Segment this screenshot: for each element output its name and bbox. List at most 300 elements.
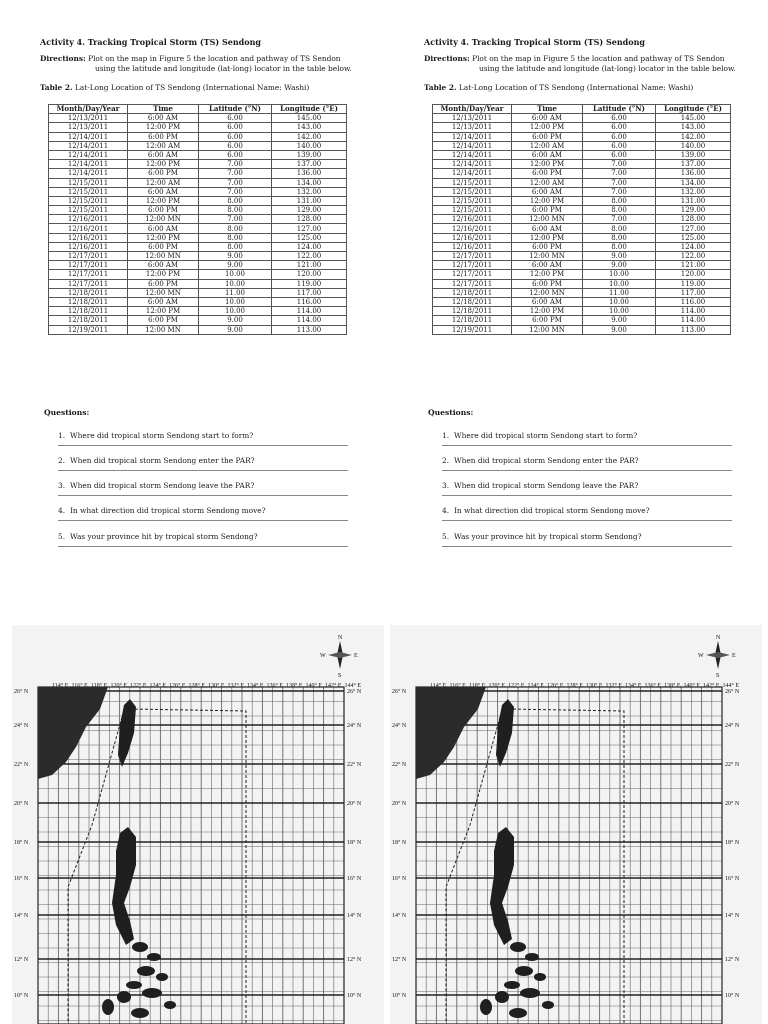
table-row bbox=[49, 325, 347, 334]
island bbox=[126, 981, 142, 989]
storm-track-table bbox=[48, 104, 347, 335]
question-number: 5. bbox=[58, 532, 66, 541]
table-cell: 12:00 MN bbox=[512, 288, 583, 297]
table-cell: 132.00 bbox=[272, 187, 347, 196]
table-cell: 12/16/2011 bbox=[49, 215, 128, 224]
table-cell: 6:00 AM bbox=[512, 187, 583, 196]
table-cell: 6.00 bbox=[199, 132, 272, 141]
table-cell: 6:00 AM bbox=[128, 224, 199, 233]
table-row bbox=[433, 114, 731, 123]
latitude-label: 14° N bbox=[14, 913, 29, 919]
table-cell: 145.00 bbox=[656, 114, 731, 123]
table-row bbox=[49, 242, 347, 251]
latitude-label: 26° N bbox=[14, 689, 29, 695]
table-cell: 12:00 PM bbox=[512, 160, 583, 169]
question-number: 2. bbox=[58, 456, 66, 465]
longitude-label: 124° E bbox=[527, 683, 545, 689]
question-item bbox=[58, 431, 348, 446]
table-cell: 12:00 PM bbox=[128, 123, 199, 132]
latitude-label: 26° N bbox=[347, 689, 362, 695]
directions bbox=[424, 54, 744, 74]
table-cell: 12/18/2011 bbox=[49, 316, 128, 325]
compass-letter: S bbox=[338, 673, 342, 679]
table-cell: 113.00 bbox=[272, 325, 347, 334]
luzon-island bbox=[490, 827, 514, 945]
table-cell: 12/18/2011 bbox=[433, 307, 512, 316]
table-row bbox=[433, 132, 731, 141]
table-cell: 12/16/2011 bbox=[433, 215, 512, 224]
table-cell: 12/18/2011 bbox=[49, 288, 128, 297]
table-cell: 6.00 bbox=[199, 150, 272, 159]
map-svg bbox=[12, 625, 384, 1024]
question-item bbox=[58, 481, 348, 496]
table-header-cell: Longitude (°E) bbox=[272, 105, 347, 114]
table-cell: 121.00 bbox=[272, 261, 347, 270]
table-cell: 12/15/2011 bbox=[433, 206, 512, 215]
compass-rose-icon bbox=[328, 652, 352, 658]
table-header-cell: Latitude (°N) bbox=[199, 105, 272, 114]
island bbox=[137, 966, 155, 976]
table-cell: 12:00 PM bbox=[512, 307, 583, 316]
longitude-label: 134° E bbox=[247, 683, 264, 689]
table-cell: 143.00 bbox=[656, 123, 731, 132]
latitude-label: 10° N bbox=[347, 993, 362, 999]
table-cell: 7.00 bbox=[199, 215, 272, 224]
table-cell: 142.00 bbox=[272, 132, 347, 141]
table-cell: 12/18/2011 bbox=[433, 288, 512, 297]
latitude-label: 18° N bbox=[347, 840, 362, 846]
table-cell: 12:00 AM bbox=[512, 178, 583, 187]
table-cell: 12/18/2011 bbox=[433, 297, 512, 306]
table-cell: 7.00 bbox=[583, 215, 656, 224]
table-cell: 142.00 bbox=[656, 132, 731, 141]
latitude-label: 10° N bbox=[14, 993, 29, 999]
table-cell: 8.00 bbox=[583, 196, 656, 205]
table-cell: 12/15/2011 bbox=[49, 206, 128, 215]
table-caption-text: Lat-Long Location of TS Sendong (International Name: Washi) bbox=[74, 83, 310, 92]
table-cell: 9.00 bbox=[199, 316, 272, 325]
latitude-label: 24° N bbox=[14, 723, 29, 729]
latitude-label: 22° N bbox=[725, 762, 740, 768]
longitude-label: 114° E bbox=[430, 683, 447, 689]
table-cell: 6:00 AM bbox=[128, 297, 199, 306]
question-item bbox=[442, 506, 732, 521]
table-cell: 114.00 bbox=[656, 307, 731, 316]
table-cell: 12/17/2011 bbox=[49, 279, 128, 288]
table-cell: 12:00 AM bbox=[128, 141, 199, 150]
question-text: Was your province hit by tropical storm Sendong? bbox=[454, 532, 642, 541]
table-cell: 9.00 bbox=[583, 316, 656, 325]
island bbox=[509, 1008, 527, 1018]
table-cell: 12:00 AM bbox=[512, 141, 583, 150]
longitude-label: 144° E bbox=[344, 683, 362, 689]
table-cell: 134.00 bbox=[272, 178, 347, 187]
island bbox=[510, 942, 526, 952]
latitude-label: 12° N bbox=[14, 957, 29, 963]
par-map-left bbox=[12, 625, 384, 1024]
table-caption-label: Table 2. bbox=[424, 83, 457, 92]
table-cell: 8.00 bbox=[199, 196, 272, 205]
latitude-label: 24° N bbox=[392, 723, 407, 729]
table-cell: 137.00 bbox=[656, 160, 731, 169]
questions-heading: Questions: bbox=[428, 408, 474, 417]
table-cell: 124.00 bbox=[272, 242, 347, 251]
table-row bbox=[433, 206, 731, 215]
table-cell: 7.00 bbox=[583, 169, 656, 178]
table-cell: 12/16/2011 bbox=[433, 224, 512, 233]
compass-letter: S bbox=[716, 673, 720, 679]
island bbox=[142, 988, 162, 998]
table-cell: 12/17/2011 bbox=[433, 270, 512, 279]
latitude-label: 24° N bbox=[347, 723, 362, 729]
table-cell: 136.00 bbox=[272, 169, 347, 178]
table-cell: 12:00 PM bbox=[512, 123, 583, 132]
island bbox=[117, 991, 131, 1003]
table-cell: 9.00 bbox=[583, 261, 656, 270]
table-cell: 122.00 bbox=[656, 252, 731, 261]
table-cell: 12/13/2011 bbox=[433, 123, 512, 132]
table-cell: 137.00 bbox=[272, 160, 347, 169]
table-row bbox=[49, 114, 347, 123]
island bbox=[504, 981, 520, 989]
table-cell: 12/14/2011 bbox=[433, 141, 512, 150]
longitude-label: 140° E bbox=[305, 683, 323, 689]
table-cell: 12:00 MN bbox=[512, 325, 583, 334]
table-cell: 12:00 PM bbox=[512, 196, 583, 205]
table-cell: 6:00 AM bbox=[512, 297, 583, 306]
longitude-label: 116° E bbox=[71, 683, 88, 689]
table-cell: 12/14/2011 bbox=[433, 169, 512, 178]
table-row bbox=[49, 224, 347, 233]
table-cell: 7.00 bbox=[583, 187, 656, 196]
table-cell: 6:00 AM bbox=[512, 114, 583, 123]
table-row bbox=[49, 261, 347, 270]
table-cell: 6:00 PM bbox=[512, 279, 583, 288]
question-text: Where did tropical storm Sendong start to form? bbox=[454, 431, 638, 440]
latitude-label: 16° N bbox=[14, 876, 29, 882]
table-cell: 116.00 bbox=[272, 297, 347, 306]
longitude-label: 136° E bbox=[266, 683, 284, 689]
table-cell: 12/15/2011 bbox=[49, 196, 128, 205]
longitude-label: 128° E bbox=[188, 683, 206, 689]
table-cell: 7.00 bbox=[199, 169, 272, 178]
table-cell: 129.00 bbox=[656, 206, 731, 215]
table-cell: 127.00 bbox=[656, 224, 731, 233]
table-cell: 9.00 bbox=[199, 252, 272, 261]
table-row bbox=[433, 252, 731, 261]
activity-title: Activity 4. Tracking Tropical Storm (TS) Sendong bbox=[424, 37, 645, 47]
table-row bbox=[49, 316, 347, 325]
latitude-label: 12° N bbox=[347, 957, 362, 963]
table-cell: 12/14/2011 bbox=[433, 160, 512, 169]
latitude-label: 22° N bbox=[14, 762, 29, 768]
compass-letter: W bbox=[320, 653, 326, 659]
table-cell: 117.00 bbox=[272, 288, 347, 297]
table-row bbox=[433, 224, 731, 233]
table-caption bbox=[40, 83, 309, 92]
questions-heading: Questions: bbox=[44, 408, 90, 417]
table-cell: 6.00 bbox=[583, 123, 656, 132]
table-row bbox=[433, 297, 731, 306]
table-cell: 6:00 AM bbox=[512, 150, 583, 159]
table-row bbox=[49, 270, 347, 279]
question-text: Was your province hit by tropical storm Sendong? bbox=[70, 532, 258, 541]
longitude-label: 130° E bbox=[208, 683, 225, 689]
longitude-label: 144° E bbox=[722, 683, 740, 689]
table-row bbox=[433, 270, 731, 279]
table-header-cell: Time bbox=[128, 105, 199, 114]
table-cell: 9.00 bbox=[199, 325, 272, 334]
table-cell: 12:00 PM bbox=[512, 270, 583, 279]
table-header-cell: Latitude (°N) bbox=[583, 105, 656, 114]
longitude-label: 142° E bbox=[703, 683, 720, 689]
table-cell: 12/14/2011 bbox=[433, 132, 512, 141]
question-text: Where did tropical storm Sendong start to form? bbox=[70, 431, 254, 440]
par-boundary bbox=[68, 717, 122, 1024]
question-item bbox=[442, 431, 732, 446]
table-row bbox=[433, 150, 731, 159]
table-cell: 6:00 PM bbox=[512, 169, 583, 178]
longitude-label: 126° E bbox=[547, 683, 564, 689]
table-row bbox=[433, 316, 731, 325]
table-cell: 8.00 bbox=[583, 224, 656, 233]
table-cell: 139.00 bbox=[656, 150, 731, 159]
table-cell: 7.00 bbox=[199, 187, 272, 196]
par-map-right bbox=[390, 625, 762, 1024]
question-item bbox=[58, 532, 348, 547]
table-cell: 12/17/2011 bbox=[433, 279, 512, 288]
question-number: 5. bbox=[442, 532, 450, 541]
table-row bbox=[433, 187, 731, 196]
table-cell: 6.00 bbox=[583, 150, 656, 159]
worksheet-left bbox=[0, 0, 384, 590]
latitude-label: 16° N bbox=[392, 876, 407, 882]
longitude-label: 132° E bbox=[227, 683, 245, 689]
latitude-label: 18° N bbox=[725, 840, 740, 846]
table-cell: 10.00 bbox=[583, 270, 656, 279]
latitude-label: 20° N bbox=[725, 801, 740, 807]
table-cell: 12:00 PM bbox=[128, 270, 199, 279]
table-caption-label: Table 2. bbox=[40, 83, 73, 92]
table-cell: 8.00 bbox=[199, 206, 272, 215]
table-row bbox=[49, 132, 347, 141]
worksheet-right bbox=[384, 0, 768, 590]
table-row bbox=[49, 279, 347, 288]
question-text: When did tropical storm Sendong leave the PAR? bbox=[70, 481, 255, 490]
table-row bbox=[49, 215, 347, 224]
table-header-cell: Longitude (°E) bbox=[656, 105, 731, 114]
longitude-label: 114° E bbox=[52, 683, 69, 689]
question-item bbox=[442, 456, 732, 471]
table-cell: 6:00 PM bbox=[128, 316, 199, 325]
table-cell: 12:00 MN bbox=[512, 215, 583, 224]
table-cell: 6:00 PM bbox=[512, 242, 583, 251]
table-cell: 8.00 bbox=[583, 233, 656, 242]
island bbox=[132, 942, 148, 952]
table-cell: 12:00 PM bbox=[128, 233, 199, 242]
table-cell: 12/18/2011 bbox=[49, 307, 128, 316]
latitude-label: 26° N bbox=[392, 689, 407, 695]
table-cell: 145.00 bbox=[272, 114, 347, 123]
table-cell: 6.00 bbox=[199, 114, 272, 123]
table-row bbox=[433, 141, 731, 150]
table-row bbox=[49, 297, 347, 306]
table-cell: 113.00 bbox=[656, 325, 731, 334]
table-cell: 12:00 AM bbox=[128, 178, 199, 187]
table-cell: 12/15/2011 bbox=[433, 178, 512, 187]
table-cell: 8.00 bbox=[199, 233, 272, 242]
table-row bbox=[49, 187, 347, 196]
table-cell: 12/15/2011 bbox=[49, 178, 128, 187]
latitude-label: 10° N bbox=[725, 993, 740, 999]
table-cell: 7.00 bbox=[583, 178, 656, 187]
compass-rose-icon bbox=[706, 652, 730, 658]
latitude-label: 20° N bbox=[14, 801, 29, 807]
table-header-cell: Month/Day/Year bbox=[49, 105, 128, 114]
table-cell: 6:00 PM bbox=[128, 132, 199, 141]
table-cell: 131.00 bbox=[656, 196, 731, 205]
table-cell: 6:00 PM bbox=[512, 132, 583, 141]
table-cell: 12:00 PM bbox=[128, 196, 199, 205]
island bbox=[515, 966, 533, 976]
mainland-landmass bbox=[416, 687, 486, 779]
table-cell: 12/14/2011 bbox=[49, 160, 128, 169]
compass-letter: E bbox=[354, 653, 358, 659]
island bbox=[156, 973, 168, 981]
table-cell: 6.00 bbox=[583, 114, 656, 123]
table-caption-text: Lat-Long Location of TS Sendong (International Name: Washi) bbox=[458, 83, 694, 92]
table-row bbox=[433, 242, 731, 251]
table-cell: 12:00 PM bbox=[128, 160, 199, 169]
table-cell: 12/18/2011 bbox=[49, 297, 128, 306]
latitude-label: 18° N bbox=[392, 840, 407, 846]
table-cell: 119.00 bbox=[656, 279, 731, 288]
table-cell: 12:00 MN bbox=[128, 215, 199, 224]
compass-letter: N bbox=[716, 635, 721, 641]
table-cell: 12:00 PM bbox=[128, 307, 199, 316]
table-cell: 12/14/2011 bbox=[49, 150, 128, 159]
table-cell: 12/16/2011 bbox=[433, 233, 512, 242]
table-cell: 6:00 AM bbox=[512, 261, 583, 270]
table-cell: 114.00 bbox=[272, 316, 347, 325]
island bbox=[534, 973, 546, 981]
question-item bbox=[442, 481, 732, 496]
table-row bbox=[433, 178, 731, 187]
directions-line1: Plot on the map in Figure 5 the location and pathway of TS Sendon bbox=[472, 54, 725, 63]
table-row bbox=[49, 178, 347, 187]
latitude-label: 20° N bbox=[347, 801, 362, 807]
table-cell: 129.00 bbox=[272, 206, 347, 215]
table-cell: 12/14/2011 bbox=[433, 150, 512, 159]
table-cell: 12:00 MN bbox=[128, 288, 199, 297]
latitude-label: 22° N bbox=[347, 762, 362, 768]
table-row bbox=[49, 150, 347, 159]
table-cell: 12/17/2011 bbox=[49, 252, 128, 261]
island bbox=[102, 999, 114, 1015]
question-text: When did tropical storm Sendong leave the PAR? bbox=[454, 481, 639, 490]
island bbox=[164, 1001, 176, 1009]
directions-line2: using the latitude and longitude (lat-long) locator in the table below. bbox=[95, 64, 352, 73]
table-cell: 6:00 AM bbox=[512, 224, 583, 233]
table-cell: 6:00 AM bbox=[128, 261, 199, 270]
table-row bbox=[433, 233, 731, 242]
compass-letter: W bbox=[698, 653, 704, 659]
table-cell: 7.00 bbox=[199, 178, 272, 187]
table-row bbox=[433, 261, 731, 270]
table-cell: 12/16/2011 bbox=[49, 224, 128, 233]
table-row bbox=[433, 123, 731, 132]
question-number: 1. bbox=[442, 431, 450, 440]
longitude-label: 132° E bbox=[605, 683, 623, 689]
compass-letter: E bbox=[732, 653, 736, 659]
longitude-label: 136° E bbox=[644, 683, 662, 689]
latitude-label: 12° N bbox=[725, 957, 740, 963]
table-cell: 9.00 bbox=[199, 261, 272, 270]
longitude-label: 142° E bbox=[325, 683, 342, 689]
table-cell: 128.00 bbox=[656, 215, 731, 224]
longitude-label: 120° E bbox=[488, 683, 506, 689]
table-cell: 6:00 AM bbox=[128, 114, 199, 123]
table-row bbox=[49, 206, 347, 215]
table-row bbox=[433, 325, 731, 334]
directions-label: Directions: bbox=[424, 54, 470, 63]
table-cell: 114.00 bbox=[656, 316, 731, 325]
table-cell: 143.00 bbox=[272, 123, 347, 132]
table-row bbox=[433, 160, 731, 169]
storm-track-table bbox=[432, 104, 731, 335]
table-caption bbox=[424, 83, 693, 92]
table-cell: 10.00 bbox=[199, 307, 272, 316]
table-cell: 11.00 bbox=[583, 288, 656, 297]
compass-letter: N bbox=[338, 635, 343, 641]
table-cell: 128.00 bbox=[272, 215, 347, 224]
directions-line1: Plot on the map in Figure 5 the location and pathway of TS Sendon bbox=[88, 54, 341, 63]
mainland-landmass bbox=[38, 687, 108, 779]
map-svg bbox=[390, 625, 762, 1024]
longitude-label: 124° E bbox=[149, 683, 167, 689]
table-cell: 12/14/2011 bbox=[49, 141, 128, 150]
question-number: 3. bbox=[442, 481, 450, 490]
table-cell: 136.00 bbox=[656, 169, 731, 178]
table-row bbox=[49, 252, 347, 261]
table-cell: 6:00 PM bbox=[128, 279, 199, 288]
longitude-label: 134° E bbox=[625, 683, 642, 689]
latitude-label: 18° N bbox=[14, 840, 29, 846]
table-cell: 127.00 bbox=[272, 224, 347, 233]
latitude-label: 12° N bbox=[392, 957, 407, 963]
table-cell: 6:00 PM bbox=[512, 206, 583, 215]
table-cell: 8.00 bbox=[583, 242, 656, 251]
question-number: 4. bbox=[442, 506, 450, 515]
table-cell: 12/17/2011 bbox=[49, 261, 128, 270]
table-cell: 12/16/2011 bbox=[49, 242, 128, 251]
table-cell: 7.00 bbox=[199, 160, 272, 169]
table-row bbox=[49, 169, 347, 178]
table-cell: 12:00 MN bbox=[128, 325, 199, 334]
table-cell: 132.00 bbox=[656, 187, 731, 196]
question-number: 3. bbox=[58, 481, 66, 490]
island bbox=[147, 953, 161, 961]
longitude-label: 140° E bbox=[683, 683, 701, 689]
longitude-label: 122° E bbox=[508, 683, 525, 689]
table-cell: 125.00 bbox=[656, 233, 731, 242]
table-cell: 12/17/2011 bbox=[49, 270, 128, 279]
question-text: In what direction did tropical storm Sendong move? bbox=[454, 506, 650, 515]
table-cell: 122.00 bbox=[272, 252, 347, 261]
table-cell: 12/19/2011 bbox=[433, 325, 512, 334]
table-cell: 12/16/2011 bbox=[433, 242, 512, 251]
question-text: When did tropical storm Sendong enter the PAR? bbox=[454, 456, 639, 465]
